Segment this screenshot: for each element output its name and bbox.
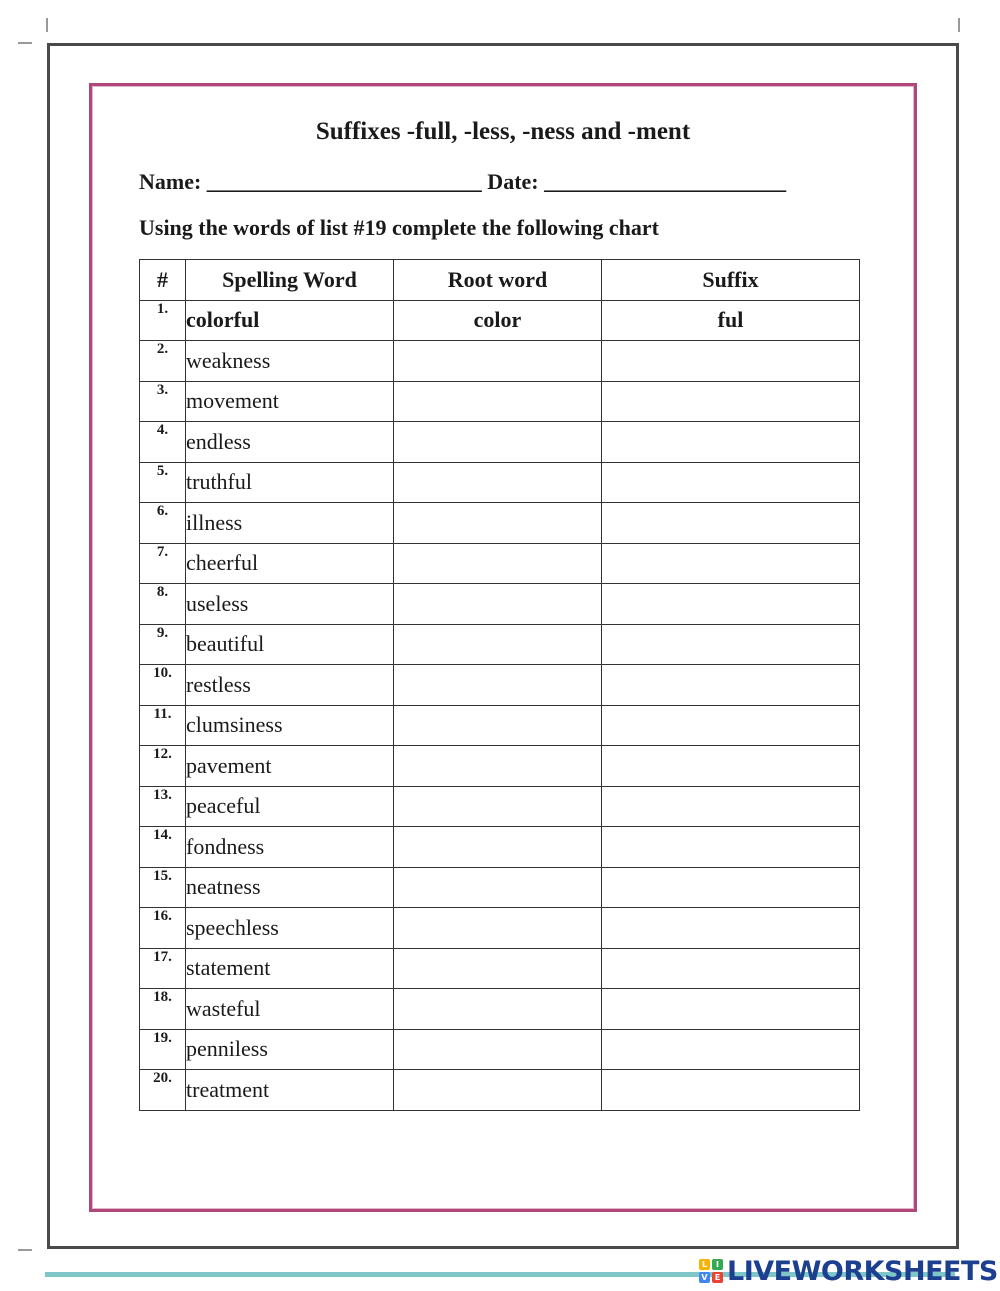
spelling-word-cell: endless <box>186 422 394 463</box>
table-row <box>140 989 860 1030</box>
table-row <box>140 746 860 787</box>
root-word-cell[interactable] <box>394 827 602 868</box>
root-word-cell[interactable] <box>394 422 602 463</box>
table-row <box>140 381 860 422</box>
logo-block-i: I <box>712 1259 723 1270</box>
header-suffix: Suffix <box>602 260 860 301</box>
spelling-word-cell: penniless <box>186 1029 394 1070</box>
row-number: 12. <box>140 746 186 787</box>
spelling-word-cell: wasteful <box>186 989 394 1030</box>
spelling-chart <box>139 259 860 1111</box>
root-word-cell[interactable] <box>394 381 602 422</box>
row-number: 6. <box>140 503 186 544</box>
table-row <box>140 503 860 544</box>
row-number: 1. <box>140 300 186 341</box>
root-word-cell[interactable] <box>394 908 602 949</box>
suffix-cell[interactable] <box>602 381 860 422</box>
corner-mark-bottom-left <box>18 1249 32 1251</box>
suffix-cell[interactable] <box>602 584 860 625</box>
spelling-word-cell: weakness <box>186 341 394 382</box>
table-row <box>140 908 860 949</box>
root-word-cell: color <box>394 300 602 341</box>
spelling-word-cell: cheerful <box>186 543 394 584</box>
table-row <box>140 624 860 665</box>
table-row <box>140 827 860 868</box>
corner-mark-top-right <box>958 18 960 32</box>
root-word-cell[interactable] <box>394 503 602 544</box>
suffix-cell[interactable] <box>602 1029 860 1070</box>
header-spelling-word: Spelling Word <box>186 260 394 301</box>
table-row <box>140 786 860 827</box>
spelling-word-cell: illness <box>186 503 394 544</box>
suffix-cell[interactable] <box>602 543 860 584</box>
worksheet-title: Suffixes -full, -less, -ness and -ment <box>315 118 691 145</box>
suffix-cell[interactable] <box>602 341 860 382</box>
spelling-word-cell: peaceful <box>186 786 394 827</box>
corner-mark-top-left-vertical <box>46 18 48 32</box>
root-word-cell[interactable] <box>394 746 602 787</box>
row-number: 8. <box>140 584 186 625</box>
root-word-cell[interactable] <box>394 1029 602 1070</box>
root-word-cell[interactable] <box>394 867 602 908</box>
corner-mark-top-left <box>18 42 32 44</box>
spelling-word-cell: clumsiness <box>186 705 394 746</box>
root-word-cell[interactable] <box>394 1070 602 1111</box>
spelling-word-cell: colorful <box>186 300 394 341</box>
root-word-cell[interactable] <box>394 665 602 706</box>
row-number: 16. <box>140 908 186 949</box>
root-word-cell[interactable] <box>394 543 602 584</box>
row-number: 4. <box>140 422 186 463</box>
header-number: # <box>140 260 186 301</box>
suffix-cell: ful <box>602 300 860 341</box>
root-word-cell[interactable] <box>394 989 602 1030</box>
header-root-word: Root word <box>394 260 602 301</box>
row-number: 2. <box>140 341 186 382</box>
row-number: 7. <box>140 543 186 584</box>
table-row <box>140 543 860 584</box>
row-number: 18. <box>140 989 186 1030</box>
root-word-cell[interactable] <box>394 705 602 746</box>
table-row <box>140 300 860 341</box>
root-word-cell[interactable] <box>394 624 602 665</box>
table-row <box>140 867 860 908</box>
row-number: 15. <box>140 867 186 908</box>
table-row <box>140 584 860 625</box>
table-row <box>140 422 860 463</box>
row-number: 20. <box>140 1070 186 1111</box>
liveworksheets-logo <box>699 1256 998 1286</box>
table-row <box>140 948 860 989</box>
logo-block-v: V <box>699 1272 710 1283</box>
instructions: Using the words of list #19 complete the following chart <box>139 215 660 240</box>
root-word-cell[interactable] <box>394 786 602 827</box>
suffix-cell[interactable] <box>602 746 860 787</box>
row-number: 5. <box>140 462 186 503</box>
spelling-word-cell: statement <box>186 948 394 989</box>
row-number: 19. <box>140 1029 186 1070</box>
root-word-cell[interactable] <box>394 584 602 625</box>
spelling-word-cell: treatment <box>186 1070 394 1111</box>
table-row <box>140 665 860 706</box>
table-row <box>140 1070 860 1111</box>
table-row <box>140 462 860 503</box>
suffix-cell[interactable] <box>602 705 860 746</box>
liveworksheets-logo-icon <box>699 1259 723 1283</box>
root-word-cell[interactable] <box>394 462 602 503</box>
logo-block-l: L <box>699 1259 710 1270</box>
name-date-line: Name: _________________________ Date: ______________________ <box>139 169 787 194</box>
suffix-cell[interactable] <box>602 908 860 949</box>
spelling-word-cell: pavement <box>186 746 394 787</box>
row-number: 3. <box>140 381 186 422</box>
spelling-word-cell: neatness <box>186 867 394 908</box>
row-number: 11. <box>140 705 186 746</box>
suffix-cell[interactable] <box>602 827 860 868</box>
spelling-word-cell: fondness <box>186 827 394 868</box>
suffix-cell[interactable] <box>602 624 860 665</box>
row-number: 14. <box>140 827 186 868</box>
suffix-cell[interactable] <box>602 665 860 706</box>
spelling-word-cell: useless <box>186 584 394 625</box>
spelling-word-cell: beautiful <box>186 624 394 665</box>
chart-header-row <box>140 260 860 301</box>
spelling-word-cell: speechless <box>186 908 394 949</box>
suffix-cell[interactable] <box>602 462 860 503</box>
spelling-word-cell: movement <box>186 381 394 422</box>
row-number: 9. <box>140 624 186 665</box>
root-word-cell[interactable] <box>394 948 602 989</box>
row-number: 17. <box>140 948 186 989</box>
suffix-cell[interactable] <box>602 786 860 827</box>
suffix-cell[interactable] <box>602 948 860 989</box>
row-number: 13. <box>140 786 186 827</box>
suffix-cell[interactable] <box>602 989 860 1030</box>
logo-block-e: E <box>712 1272 723 1283</box>
suffix-cell[interactable] <box>602 867 860 908</box>
table-row <box>140 1029 860 1070</box>
logo-text: LIVEWORKSHEETS <box>727 1255 998 1287</box>
spelling-word-cell: truthful <box>186 462 394 503</box>
table-row <box>140 341 860 382</box>
spelling-word-cell: restless <box>186 665 394 706</box>
root-word-cell[interactable] <box>394 341 602 382</box>
suffix-cell[interactable] <box>602 422 860 463</box>
suffix-cell[interactable] <box>602 1070 860 1111</box>
table-row <box>140 705 860 746</box>
suffix-cell[interactable] <box>602 503 860 544</box>
row-number: 10. <box>140 665 186 706</box>
